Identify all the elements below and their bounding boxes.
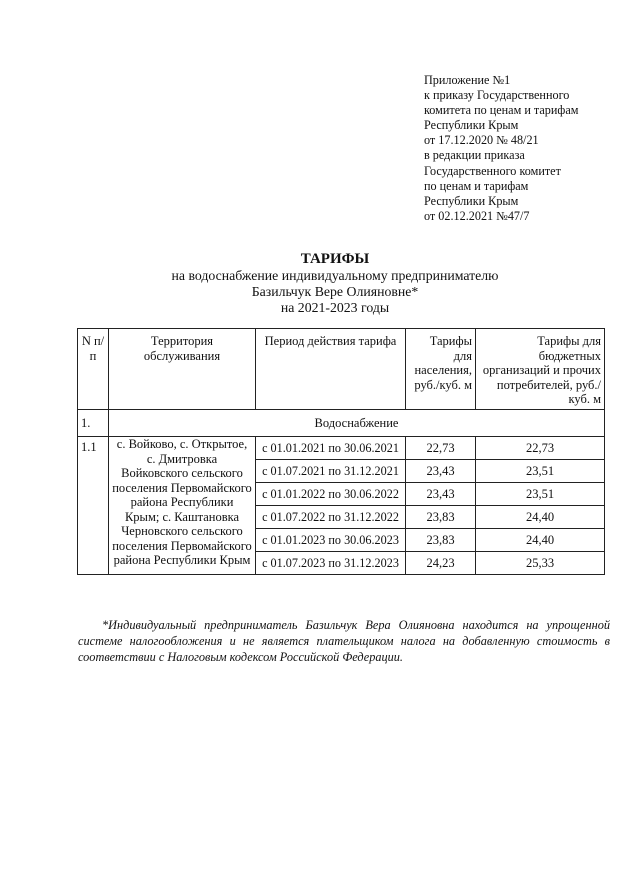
table-header-row (78, 329, 605, 410)
budget-tariff-cell: 23,51 (476, 483, 605, 506)
budget-tariff-cell: 22,73 (476, 437, 605, 460)
title-block (0, 250, 640, 316)
header-num: N п/п (78, 329, 109, 410)
population-tariff-cell: 23,83 (406, 506, 476, 529)
tariff-table (77, 328, 605, 575)
population-tariff-cell: 23,83 (406, 529, 476, 552)
footnote: *Индивидуальный предприниматель Базильчук Вера Олияновна находится на упрощенной системе налогообложения и не является плательщиком налога на добавленную стоимость в соответствии с Налоговым кодексом Российской Федерации. (78, 618, 610, 664)
budget-tariff-cell: 23,51 (476, 460, 605, 483)
appendix-line: в редакции приказа (424, 148, 525, 163)
table-row (78, 437, 605, 460)
population-tariff-cell: 22,73 (406, 437, 476, 460)
period-cell: с 01.01.2022 по 30.06.2022 (256, 483, 406, 506)
territory-cell: с. Войково, с. Открытое, с. Дмитровка Войковского сельского поселения Первомайского района Республики Крым; с. Каштановка Черновского сельского поселения Первомайского района Республики Крым (109, 437, 256, 575)
period-cell: с 01.01.2023 по 30.06.2023 (256, 529, 406, 552)
budget-tariff-cell: 24,40 (476, 506, 605, 529)
period-cell: с 01.07.2021 по 31.12.2021 (256, 460, 406, 483)
appendix-line: от 17.12.2020 № 48/21 (424, 133, 539, 148)
appendix-block (424, 73, 624, 224)
appendix-line: Республики Крым (424, 193, 519, 208)
title-line: Базильчук Вере Олияновне* (251, 284, 419, 299)
section-name: Водоснабжение (109, 410, 605, 437)
header-budget: Тарифы для бюджетных организаций и прочих потребителей, руб./куб. м (476, 329, 605, 410)
title-line: на 2021-2023 годы (280, 300, 390, 315)
header-territory: Территория обслуживания (109, 329, 256, 410)
population-tariff-cell: 24,23 (406, 552, 476, 575)
period-cell: с 01.01.2021 по 30.06.2021 (256, 437, 406, 460)
section-num: 1. (78, 410, 109, 437)
document-title: ТАРИФЫ (300, 251, 370, 267)
appendix-line: Приложение №1 (424, 73, 511, 87)
appendix-line: по ценам и тарифам (424, 178, 529, 193)
appendix-line: к приказу Государственного (424, 88, 570, 103)
header-population: Тарифы для населения, руб./куб. м (406, 329, 476, 410)
budget-tariff-cell: 24,40 (476, 529, 605, 552)
period-cell: с 01.07.2022 по 31.12.2022 (256, 506, 406, 529)
header-period: Период действия тарифа (256, 329, 406, 410)
appendix-line: Республики Крым (424, 118, 519, 133)
population-tariff-cell: 23,43 (406, 483, 476, 506)
section-row (78, 410, 605, 437)
appendix-line: комитета по ценам и тарифам (424, 103, 579, 118)
appendix-line: от 02.12.2021 №47/7 (424, 208, 530, 223)
appendix-line: Государственного комитет (424, 163, 561, 178)
population-tariff-cell: 23,43 (406, 460, 476, 483)
period-cell: с 01.07.2023 по 31.12.2023 (256, 552, 406, 575)
row-num: 1.1 (78, 437, 109, 575)
title-line: на водоснабжение индивидуальному предпринимателю (171, 268, 499, 283)
budget-tariff-cell: 25,33 (476, 552, 605, 575)
